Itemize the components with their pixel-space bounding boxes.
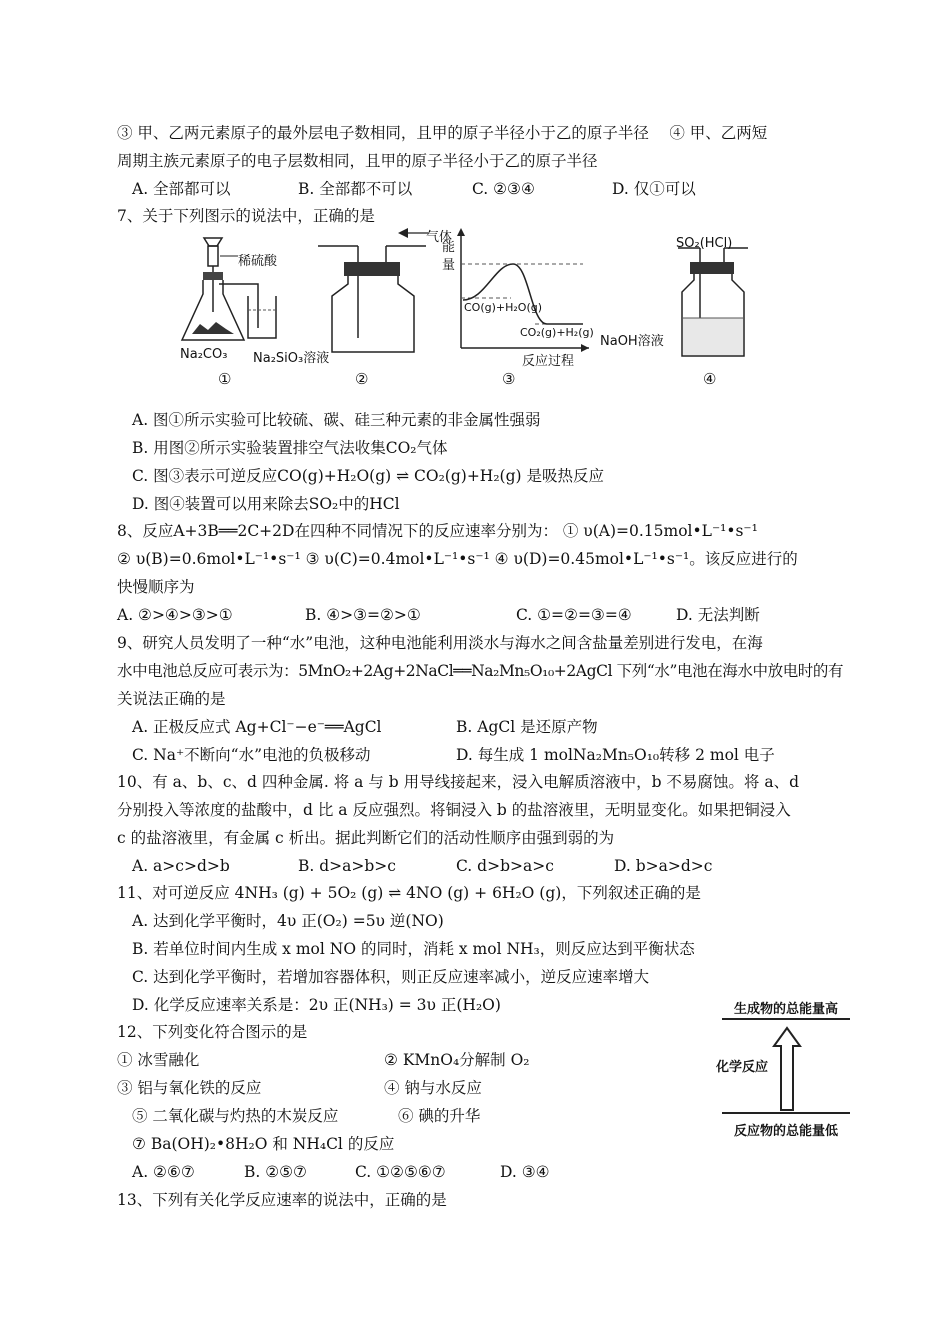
q6-line2: 周期主族元素原子的电子层数相同，且甲的原子半径小于乙的原子半径 — [117, 152, 598, 170]
q12-item-6: ⑥ 碘的升华 — [398, 1107, 481, 1125]
q10-option-c: C. d>b>a>c — [456, 857, 554, 875]
energy-figure-top-label: 生成物的总能量高 — [733, 1002, 838, 1017]
figure-1-number: ① — [218, 370, 232, 388]
figure-4-gas-label: SO₂(HCl) — [676, 236, 733, 251]
q8-line3: 快慢顺序为 — [117, 578, 195, 596]
q9-line1: 9、研究人员发明了一种“水”电池，这种电池能利用淡水与海水之间含盐量差别进行发电，在海 — [117, 634, 763, 652]
q9-option-b: B. AgCl 是还原产物 — [456, 718, 598, 736]
figure-4-washing-bottle — [676, 240, 756, 362]
q8-option-b: B. ④>③=②>① — [305, 606, 421, 624]
figure-4-number: ④ — [703, 370, 717, 388]
figure-2-number: ② — [355, 370, 369, 388]
figure-3-ylabel-2: 量 — [442, 258, 456, 273]
q12-item-5: ⑤ 二氧化碳与灼热的木炭反应 — [132, 1107, 339, 1125]
q11-stem: 11、对可逆反应 4NH₃ (g) + 5O₂ (g) ⇌ 4NO (g) + 6H₂O (g)，下列叙述正确的是 — [117, 884, 701, 902]
q10-option-d: D. b>a>d>c — [614, 857, 713, 875]
figure-3-ylabel-1: 能 — [442, 240, 456, 255]
q9-line3: 关说法正确的是 — [117, 690, 226, 708]
q9-option-c: C. Na⁺不断向“水”电池的负极移动 — [132, 746, 371, 764]
q8-line1: 8、反应A+3B══2C+2D在四种不同情况下的反应速率分别为： ① υ(A)=0.15mol•L⁻¹•s⁻¹ — [117, 522, 758, 540]
up-arrow-icon — [772, 1026, 802, 1112]
q6-option-c: C. ②③④ — [472, 180, 535, 198]
energy-figure-bottom-line — [722, 1112, 850, 1114]
q10-line1: 10、有 a、b、c、d 四种金属. 将 a 与 b 用导线接起来，浸入电解质溶液中，b 不易腐蚀。将 a、d — [117, 773, 800, 791]
figure-3-products: CO₂(g)+H₂(g) — [520, 326, 594, 339]
q6-option-b: B. 全部都不可以 — [298, 180, 413, 198]
q7-stem: 7、关于下列图示的说法中，正确的是 — [117, 207, 375, 225]
q11-option-b: B. 若单位时间内生成 x mol NO 的同时，消耗 x mol NH₃，则反应达到平衡状态 — [132, 940, 695, 958]
q9-option-a: A. 正极反应式 Ag+Cl⁻−e⁻══AgCl — [132, 718, 382, 736]
q12-item-7: ⑦ Ba(OH)₂•8H₂O 和 NH₄Cl 的反应 — [132, 1135, 395, 1153]
q12-item-1: ① 冰雪融化 — [117, 1051, 200, 1069]
q10-line3: c 的盐溶液里，有金属 c 析出。据此判断它们的活动性顺序由强到弱的为 — [117, 829, 615, 847]
q10-line2: 分别投入等浓度的盐酸中，d 比 a 反应强烈。将铜浸入 b 的盐溶液里，无明显变化。如果把铜浸入 — [117, 801, 791, 819]
q10-option-b: B. d>a>b>c — [298, 857, 396, 875]
q8-option-c: C. ①=②=③=④ — [516, 606, 632, 624]
energy-figure-middle-label: 化学反应 — [716, 1060, 769, 1075]
figure-3-number: ③ — [502, 370, 516, 388]
energy-level-figure — [716, 996, 856, 1146]
q8-option-d: D. 无法判断 — [676, 606, 760, 624]
q13-stem: 13、下列有关化学反应速率的说法中，正确的是 — [117, 1191, 447, 1209]
q12-option-b: B. ②⑤⑦ — [244, 1163, 307, 1181]
q12-option-d: D. ③④ — [500, 1163, 550, 1181]
figure-2-gas-bottle — [318, 226, 428, 366]
q11-option-a: A. 达到化学平衡时，4υ 正(O₂) =5υ 逆(NO) — [132, 912, 444, 930]
q9-option-d: D. 每生成 1 molNa₂Mn₅O₁₀转移 2 mol 电子 — [456, 746, 775, 764]
figure-3-reactants: CO(g)+H₂O(g) — [464, 301, 543, 314]
figure-2-gas-label: 气体 — [426, 230, 453, 245]
q6-option-d: D. 仅①可以 — [612, 180, 696, 198]
q6-option-a: A. 全部都可以 — [132, 180, 231, 198]
q10-option-a: A. a>c>d>b — [132, 857, 230, 875]
q7-option-b: B. 用图②所示实验装置排空气法收集CO₂气体 — [132, 439, 448, 457]
q9-line2: 水中电池总反应可表示为：5MnO₂+2Ag+2NaCl══Na₂Mn₅O₁₀+2AgCl 下列“水”电池在海水中放电时的有 — [117, 662, 844, 680]
q7-option-a: A. 图①所示实验可比较硫、碳、硅三种元素的非金属性强弱 — [132, 411, 541, 429]
q7-option-c: C. 图③表示可逆反应CO(g)+H₂O(g) ⇌ CO₂(g)+H₂(g) 是吸热反应 — [132, 467, 604, 485]
q12-stem: 12、下列变化符合图示的是 — [117, 1023, 308, 1041]
q12-item-4: ④ 钠与水反应 — [384, 1079, 482, 1097]
figure-1-acid-label: 稀硫酸 — [238, 254, 278, 269]
q11-option-c: C. 达到化学平衡时，若增加容器体积，则正反应速率减小，逆反应速率增大 — [132, 968, 650, 986]
arrow-icon — [398, 227, 428, 239]
q12-item-3: ③ 铝与氧化铁的反应 — [117, 1079, 262, 1097]
q11-option-d: D. 化学反应速率关系是：2υ 正(NH₃) = 3υ 正(H₂O) — [132, 996, 501, 1014]
figure-1-solid-label: Na₂CO₃ — [180, 347, 228, 362]
q12-option-a: A. ②⑥⑦ — [132, 1163, 195, 1181]
q12-item-2: ② KMnO₄分解制 O₂ — [384, 1051, 530, 1069]
figure-3-xlabel: 反应过程 — [522, 354, 575, 369]
energy-figure-top-line — [722, 1018, 850, 1020]
energy-figure-bottom-label: 反应物的总能量低 — [733, 1124, 838, 1139]
q12-option-c: C. ①②⑤⑥⑦ — [355, 1163, 446, 1181]
figure-4-solution-label: NaOH溶液 — [600, 334, 664, 349]
q8-option-a: A. ②>④>③>① — [117, 606, 233, 624]
q8-line2: ② υ(B)=0.6mol•L⁻¹•s⁻¹ ③ υ(C)=0.4mol•L⁻¹•s⁻¹ ④ υ(D)=0.45mol•L⁻¹•s⁻¹。该反应进行的 — [117, 550, 798, 568]
q6-line1: ③ 甲、乙两元素原子的最外层电子数相同，且甲的原子半径小于乙的原子半径 ④ 甲、乙两短 — [117, 124, 768, 142]
q7-option-d: D. 图④装置可以用来除去SO₂中的HCl — [132, 495, 400, 513]
figure-1-solution-label: Na₂SiO₃溶液 — [253, 351, 330, 366]
